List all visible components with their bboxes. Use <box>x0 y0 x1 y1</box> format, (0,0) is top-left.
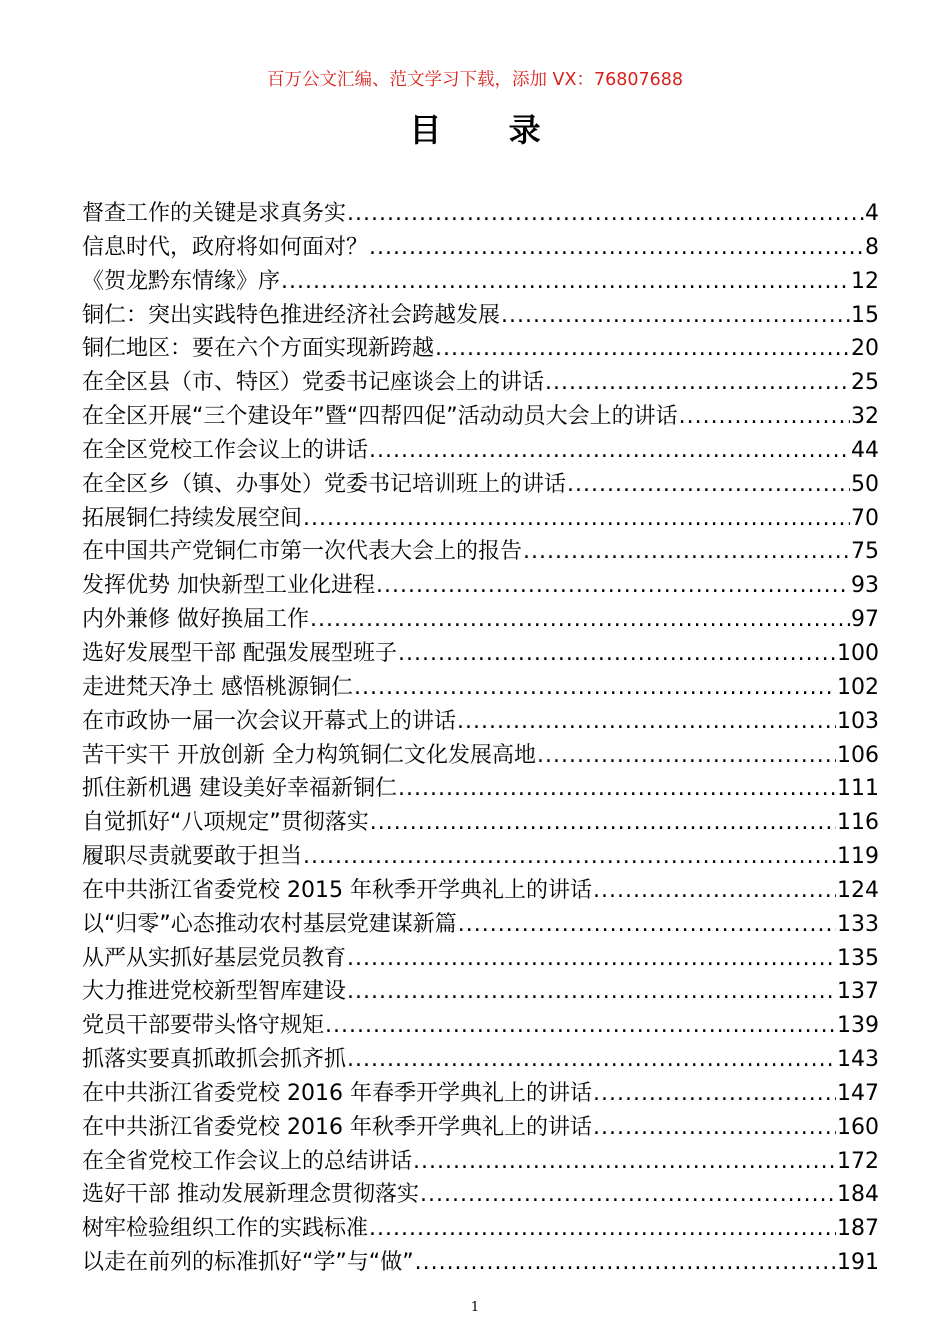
header-notice: 百万公文汇编、范文学习下载，添加 VX：76807688 <box>266 70 684 90</box>
toc-entry-page: 139 <box>837 1013 879 1039</box>
toc-entry-page: 25 <box>851 370 879 396</box>
toc-entry-title: 拓展铜仁持续发展空间 <box>82 505 303 531</box>
toc-dot-leader <box>398 772 836 806</box>
toc-dot-leader <box>420 1178 836 1212</box>
toc-entry-title: 督查工作的关键是求真务实 <box>82 201 347 226</box>
toc-dot-leader <box>679 400 850 434</box>
toc-entry[interactable] <box>82 400 879 434</box>
toc-entry[interactable] <box>82 908 879 942</box>
toc-entry-title: 走进梵天净土 感悟桃源铜仁 <box>82 674 353 700</box>
toc-entry-page: 116 <box>837 810 879 836</box>
toc-dot-leader <box>370 806 836 840</box>
toc-dot-leader <box>523 535 850 569</box>
toc-entry-title: 在全区乡（镇、办事处）党委书记培训班上的讲话 <box>82 471 567 497</box>
toc-dot-leader <box>593 1077 836 1111</box>
toc-entry-page: 124 <box>837 877 879 903</box>
toc-entry-title: 选好干部 推动发展新理念贯彻落实 <box>82 1182 419 1208</box>
toc-entry-title: 抓住新机遇 建设美好幸福新铜仁 <box>82 776 397 802</box>
toc-entry[interactable] <box>82 637 879 671</box>
toc-entry-page: 111 <box>837 776 879 802</box>
toc-dot-leader <box>303 502 850 536</box>
toc-dot-leader <box>303 840 836 874</box>
toc-dot-leader <box>457 705 836 739</box>
toc-entry[interactable] <box>82 502 879 536</box>
toc-entry-page: 160 <box>837 1114 879 1140</box>
toc-dot-leader <box>369 1212 836 1246</box>
toc-entry-title: 选好发展型干部 配强发展型班子 <box>82 640 397 666</box>
toc-entry-title: 在中共浙江省委党校 2015 年秋季开学典礼上的讲话 <box>82 877 592 903</box>
toc-entry-title: 在全省党校工作会议上的总结讲话 <box>82 1148 413 1174</box>
toc-dot-leader <box>281 265 850 299</box>
toc-entry-title: 苦干实干 开放创新 全力构筑铜仁文化发展高地 <box>82 742 536 768</box>
toc-entry-title: 自觉抓好“八项规定”贯彻落实 <box>82 810 369 836</box>
toc-dot-leader <box>376 569 850 603</box>
toc-entry[interactable] <box>82 265 879 299</box>
toc-entry[interactable] <box>82 705 879 739</box>
toc-entry-page: 103 <box>837 708 879 734</box>
toc-entry-page: 133 <box>837 911 879 937</box>
toc-entry-page: 15 <box>851 302 879 328</box>
table-of-contents <box>82 197 879 1280</box>
toc-entry-page: 187 <box>837 1216 879 1242</box>
toc-entry-title: 内外兼修 做好换届工作 <box>82 607 309 633</box>
toc-dot-leader <box>347 975 836 1009</box>
toc-dot-leader <box>501 299 850 333</box>
toc-entry[interactable] <box>82 1145 879 1179</box>
toc-entry-page: 70 <box>851 505 879 531</box>
page-number: 1 <box>470 1300 480 1315</box>
toc-dot-leader <box>398 637 836 671</box>
toc-entry[interactable] <box>82 874 879 908</box>
toc-entry[interactable] <box>82 197 879 231</box>
toc-entry-page: 172 <box>837 1148 879 1174</box>
toc-entry-title: 在全区县（市、特区）党委书记座谈会上的讲话 <box>82 370 545 396</box>
toc-entry[interactable] <box>82 1212 879 1246</box>
toc-entry[interactable] <box>82 806 879 840</box>
toc-entry[interactable] <box>82 840 879 874</box>
toc-entry-title: 铜仁地区：要在六个方面实现新跨越 <box>82 336 435 362</box>
toc-entry[interactable] <box>82 1009 879 1043</box>
toc-entry-page: 100 <box>837 640 879 666</box>
toc-entry-title: 铜仁：突出实践特色推进经济社会跨越发展 <box>82 302 501 328</box>
toc-entry[interactable] <box>82 739 879 773</box>
toc-entry-title: 大力推进党校新型智库建设 <box>82 979 347 1005</box>
toc-dot-leader <box>435 332 850 366</box>
toc-entry[interactable] <box>82 468 879 502</box>
toc-entry-title: 发挥优势 加快新型工业化进程 <box>82 573 375 599</box>
toc-entry-page: 75 <box>851 539 879 565</box>
toc-dot-leader <box>347 1043 836 1077</box>
toc-entry[interactable] <box>82 942 879 976</box>
toc-entry-page: 135 <box>837 945 879 971</box>
toc-entry-title: 抓落实要真抓敢抓会抓齐抓 <box>82 1047 347 1073</box>
toc-entry-title: 在全区开展“三个建设年”暨“四帮四促”活动动员大会上的讲话 <box>82 404 678 430</box>
toc-dot-leader <box>593 1111 836 1145</box>
toc-entry-title: 在市政协一届一次会议开幕式上的讲话 <box>82 708 457 734</box>
toc-entry-page: 32 <box>851 404 879 430</box>
toc-entry[interactable] <box>82 299 879 333</box>
toc-entry-page: 191 <box>837 1250 879 1276</box>
toc-entry-title: 从严从实抓好基层党员教育 <box>82 945 347 971</box>
toc-entry[interactable] <box>82 1246 879 1280</box>
toc-dot-leader <box>325 1009 836 1043</box>
toc-entry[interactable] <box>82 569 879 603</box>
toc-entry-page: 50 <box>851 471 879 497</box>
toc-entry-page: 119 <box>837 844 879 870</box>
toc-dot-leader <box>458 908 836 942</box>
page-title: 目 录 <box>409 111 569 149</box>
toc-dot-leader <box>593 874 836 908</box>
toc-entry[interactable] <box>82 671 879 705</box>
toc-entry-title: 信息时代，政府将如何面对？ <box>82 234 369 260</box>
toc-dot-leader <box>567 468 850 502</box>
toc-entry-title: 《贺龙黔东情缘》序 <box>82 268 281 294</box>
toc-entry-page: 143 <box>837 1047 879 1073</box>
toc-entry-page: 4 <box>865 201 879 226</box>
toc-dot-leader <box>354 671 836 705</box>
toc-entry-title: 履职尽责就要敢于担当 <box>82 844 303 870</box>
toc-dot-leader <box>537 739 836 773</box>
toc-entry-page: 106 <box>837 742 879 768</box>
toc-entry-page: 93 <box>851 573 879 599</box>
toc-dot-leader <box>545 366 850 400</box>
toc-entry-page: 44 <box>851 437 879 463</box>
toc-entry-title: 在中共浙江省委党校 2016 年春季开学典礼上的讲话 <box>82 1080 592 1106</box>
toc-entry-page: 8 <box>865 234 879 260</box>
toc-entry[interactable] <box>82 1111 879 1145</box>
toc-entry-title: 以走在前列的标准抓好“学”与“做” <box>82 1250 414 1276</box>
toc-entry-title: 树牢检验组织工作的实践标准 <box>82 1216 369 1242</box>
toc-dot-leader <box>347 942 836 976</box>
toc-entry[interactable] <box>82 366 879 400</box>
toc-entry-page: 97 <box>851 607 879 633</box>
toc-dot-leader <box>415 1246 836 1280</box>
toc-entry-page: 147 <box>837 1080 879 1106</box>
toc-dot-leader <box>369 434 850 468</box>
toc-entry[interactable] <box>82 603 879 637</box>
toc-entry-title: 在中共浙江省委党校 2016 年秋季开学典礼上的讲话 <box>82 1114 592 1140</box>
toc-entry-page: 102 <box>837 674 879 700</box>
toc-entry[interactable] <box>82 535 879 569</box>
toc-entry[interactable] <box>82 1077 879 1111</box>
toc-entry[interactable] <box>82 1043 879 1077</box>
toc-entry[interactable] <box>82 772 879 806</box>
toc-entry-title: 党员干部要带头恪守规矩 <box>82 1013 325 1039</box>
toc-dot-leader <box>413 1145 836 1179</box>
toc-entry[interactable] <box>82 434 879 468</box>
toc-entry-page: 20 <box>851 336 879 362</box>
toc-entry-page: 184 <box>837 1182 879 1208</box>
toc-entry-page: 137 <box>837 979 879 1005</box>
toc-entry[interactable] <box>82 975 879 1009</box>
toc-dot-leader <box>347 197 864 231</box>
toc-entry-page: 12 <box>851 268 879 294</box>
toc-entry-title: 以“归零”心态推动农村基层党建谋新篇 <box>82 911 457 937</box>
toc-dot-leader <box>369 231 864 265</box>
toc-entry[interactable] <box>82 1178 879 1212</box>
toc-entry[interactable] <box>82 332 879 366</box>
toc-entry-title: 在中国共产党铜仁市第一次代表大会上的报告 <box>82 539 523 565</box>
toc-entry[interactable] <box>82 231 879 265</box>
toc-dot-leader <box>310 603 850 637</box>
toc-entry-title: 在全区党校工作会议上的讲话 <box>82 437 369 463</box>
